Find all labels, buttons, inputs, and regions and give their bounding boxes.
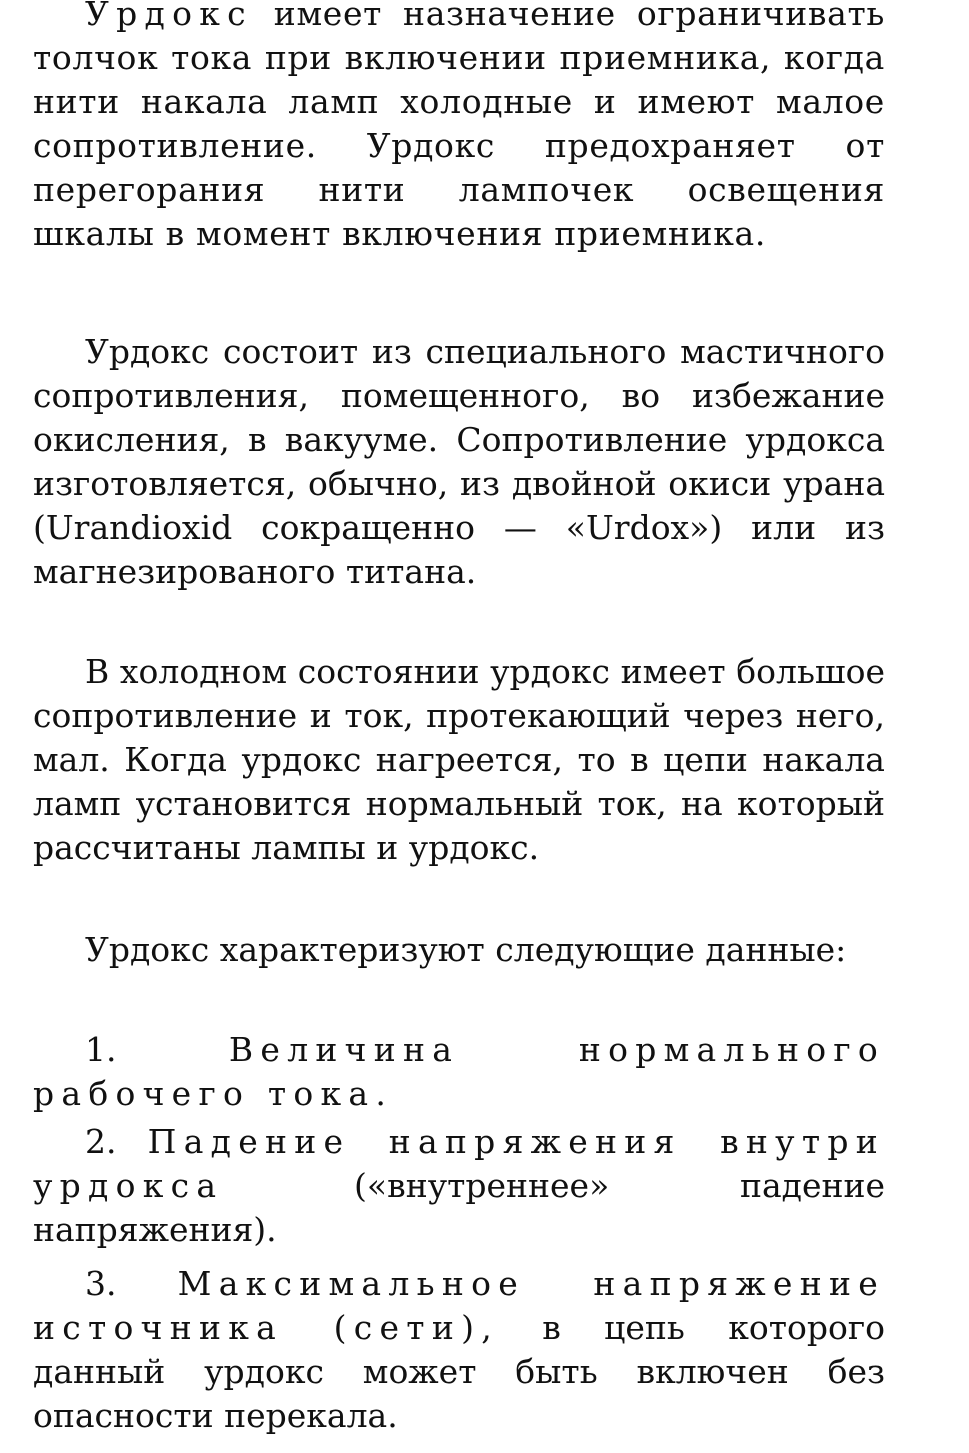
list-item-number: 3.	[85, 1264, 117, 1303]
paragraph-text: имеет назначение ограничивать толчок тока при включении приемника, когда нити накала ламп холодные и имеют малое сопротивление. Урдокс предохраняет от перегорания нити лампочек освещения шкалы в момент включения приемника.	[33, 0, 885, 253]
paragraph-urdox-composition: Урдокс состоит из специального мастичного сопротивления, помещенного, во избежание окисления, в вакууме. Сопротивление урдокса изготовляется, обычно, из двойной окиси урана (Urandioxid сокращенно — «Urdox») или из магнезированого титана.	[33, 332, 885, 591]
paragraph-lead-term: Урдокс	[85, 0, 253, 33]
list-item-term: Падение напряжения внутри урдокса	[33, 1122, 885, 1205]
paragraph-urdox-purpose	[33, 0, 885, 256]
list-item-rest: в цепь которого данный урдокс может быть включен без опасности перекала.	[33, 1308, 885, 1435]
list-item-2	[33, 1120, 885, 1252]
list-item-number: 2.	[85, 1122, 117, 1161]
paragraph-urdox-behavior: В холодном состоянии урдокс имеет большое сопротивление и ток, протекающий через него, мал. Когда урдокс нагреется, то в цепи накала ламп установится нормальный ток, на который рассчитаны лампы и урдокс.	[33, 652, 885, 867]
list-item-term: Величина нормального рабочего тока.	[33, 1030, 885, 1113]
paragraph-urdox-characteristics-intro: Урдокс характеризуют следующие данные:	[85, 930, 847, 969]
list-item-rest: («внутреннее» падение напряжения).	[33, 1166, 885, 1249]
list-item-3	[33, 1262, 885, 1438]
list-item-1	[33, 1028, 885, 1116]
list-item-term: Максимальное напряжение источника (сети),	[33, 1264, 885, 1347]
list-item-number: 1.	[85, 1030, 117, 1069]
